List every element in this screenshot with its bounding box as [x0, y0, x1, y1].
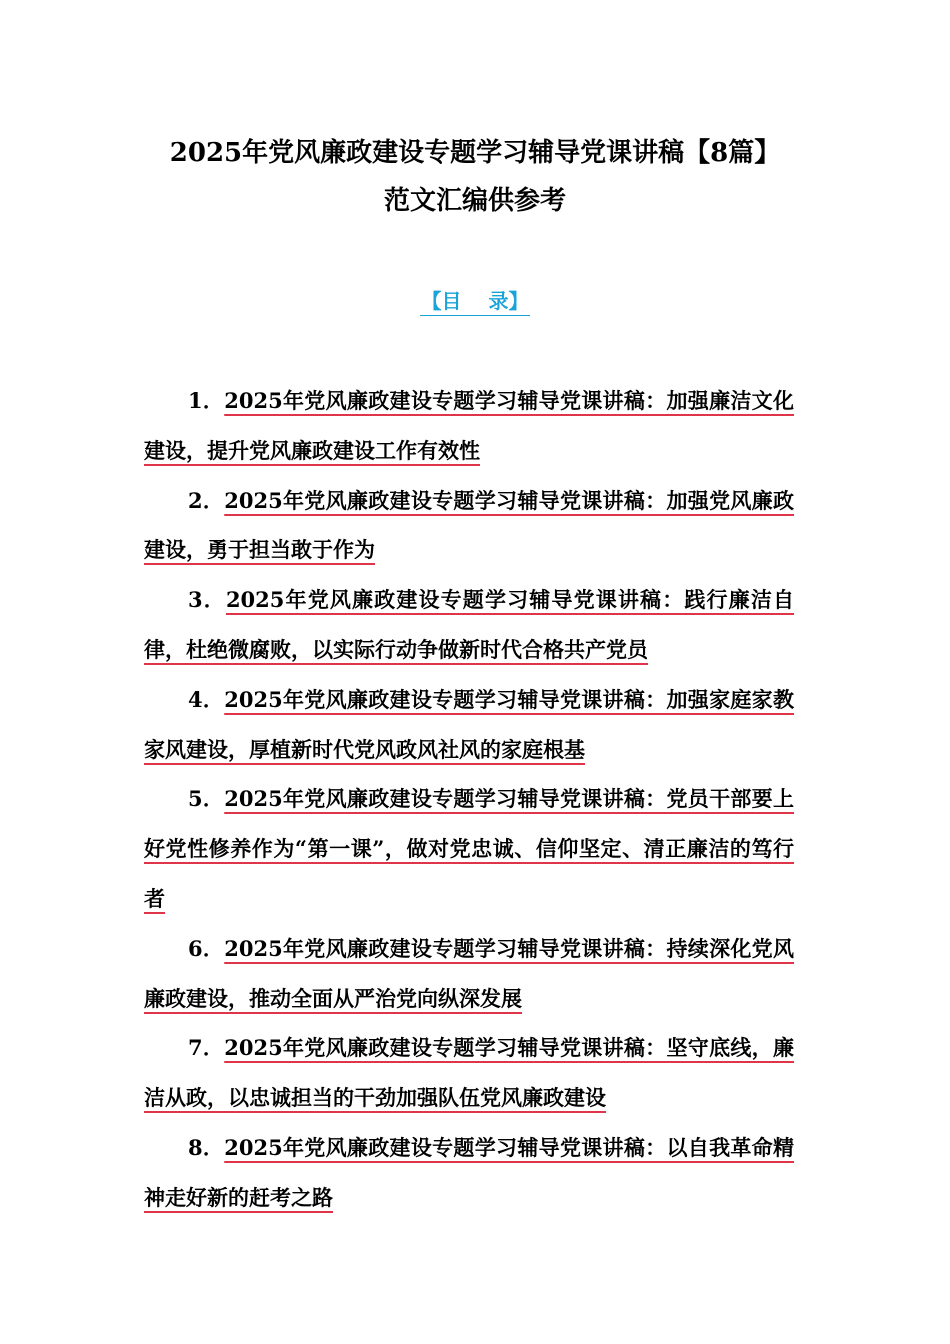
toc-item-link[interactable]: 2025年党风廉政建设专题学习辅导党课讲稿：践行廉洁自律，杜绝微腐败，以实际行动争做新时代合格共产党员	[144, 587, 794, 662]
toc-item-link[interactable]: 2025年党风廉政建设专题学习辅导党课讲稿：加强家庭家教家风建设，厚植新时代党风政风社风的家庭根基	[144, 686, 794, 762]
toc-item-2[interactable]	[144, 476, 794, 576]
toc-item-7[interactable]	[144, 1023, 794, 1123]
toc-heading-label: 【目 录】	[420, 289, 531, 316]
toc-item-number: 5．	[188, 786, 225, 812]
table-of-contents	[144, 376, 794, 1223]
toc-item-6[interactable]	[144, 924, 794, 1024]
toc-item-number: 2．	[188, 487, 225, 513]
toc-item-number: 8．	[188, 1134, 225, 1160]
toc-item-link[interactable]: 2025年党风廉政建设专题学习辅导党课讲稿：加强党风廉政建设，勇于担当敢于作为	[144, 487, 794, 563]
toc-item-5[interactable]	[144, 774, 794, 923]
toc-item-number: 6．	[188, 935, 225, 961]
document-title-line-1: 2025年党风廉政建设专题学习辅导党课讲稿【8篇】	[169, 138, 781, 168]
toc-item-link[interactable]: 2025年党风廉政建设专题学习辅导党课讲稿：坚守底线，廉洁从政，以忠诚担当的干劲加强队伍党风廉政建设	[144, 1035, 794, 1111]
toc-item-4[interactable]	[144, 675, 794, 775]
toc-item-link[interactable]: 2025年党风廉政建设专题学习辅导党课讲稿：加强廉洁文化建设，提升党风廉政建设工作有效性	[144, 388, 794, 463]
toc-item-number: 7．	[188, 1035, 225, 1061]
toc-item-1[interactable]	[144, 376, 794, 476]
toc-item-3[interactable]	[144, 575, 794, 675]
toc-item-number: 1．	[188, 388, 225, 413]
document-title-line-2: 范文汇编供参考	[383, 186, 566, 216]
toc-heading[interactable]	[0, 283, 950, 319]
toc-item-link[interactable]: 2025年党风廉政建设专题学习辅导党课讲稿：持续深化党风廉政建设，推动全面从严治党向纵深发展	[144, 935, 794, 1011]
toc-item-link[interactable]: 2025年党风廉政建设专题学习辅导党课讲稿：以自我革命精神走好新的赶考之路	[144, 1134, 794, 1210]
toc-item-number: 3．	[188, 587, 226, 613]
toc-item-number: 4．	[188, 686, 225, 712]
toc-item-8[interactable]	[144, 1123, 794, 1223]
toc-item-link[interactable]: 2025年党风廉政建设专题学习辅导党课讲稿：党员干部要上好党性修养作为“第一课”，做对党忠诚、信仰坚定、清正廉洁的笃行者	[144, 786, 794, 911]
